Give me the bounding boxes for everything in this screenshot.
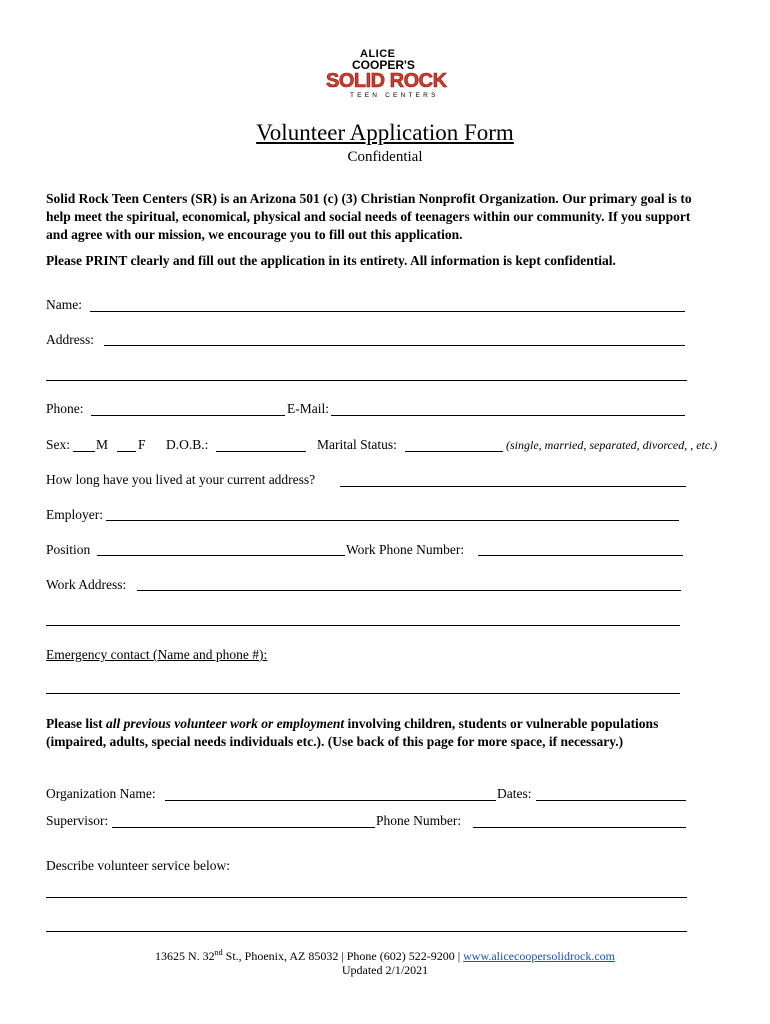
dob-label: D.O.B.: [166, 437, 209, 452]
how-long-field[interactable] [340, 486, 686, 487]
emergency-contact-field[interactable] [46, 693, 680, 694]
volunteer-prompt [46, 715, 706, 751]
email-field[interactable] [331, 415, 685, 416]
sex-male-label: M [96, 437, 109, 452]
logo-solid-rock: SOLID ROCK [326, 70, 447, 92]
instructions-paragraph: Please PRINT clearly and fill out the application in its entirety. All information is kept confidential. [46, 253, 616, 268]
sex-female-field[interactable] [117, 451, 136, 452]
logo-alice: ALICE [360, 48, 396, 60]
organization-name-label: Organization Name: [46, 786, 156, 801]
supervisor-phone-field[interactable] [473, 827, 686, 828]
work-address-field[interactable] [137, 590, 681, 591]
describe-service-field-line1[interactable] [46, 897, 687, 898]
dob-field[interactable] [216, 451, 306, 452]
work-phone-field[interactable] [478, 555, 683, 556]
page-subtitle: Confidential [347, 149, 423, 165]
employer-label: Employer: [46, 507, 103, 522]
marital-status-field[interactable] [405, 451, 503, 452]
address-field-line2[interactable] [46, 380, 687, 381]
marital-status-hint: (single, married, separated, divorced, , etc.) [506, 438, 718, 452]
footer-website-link[interactable]: www.alicecoopersolidrock.com [463, 949, 615, 963]
volunteer-prompt-pre: Please list [46, 716, 106, 731]
email-label: E-Mail: [287, 401, 329, 416]
sex-female-label: F [138, 437, 146, 452]
page-title: Volunteer Application Form [256, 120, 514, 145]
footer-address-sup: nd [214, 948, 223, 957]
footer-updated: Updated 2/1/2021 [341, 963, 429, 977]
marital-status-label: Marital Status: [317, 437, 397, 452]
dates-field[interactable] [536, 800, 686, 801]
intro-paragraph: Solid Rock Teen Centers (SR) is an Arizona 501 (c) (3) Christian Nonprofit Organization. Our primary goal is to help meet the spiritual, economical, physical and social needs of teenagers within our community. If you support and agree with our mission, we encourage you to fill out this application. [46, 191, 692, 242]
phone-field[interactable] [91, 415, 285, 416]
address-label: Address: [46, 332, 94, 347]
logo-teen-centers: TEEN CENTERS [350, 92, 439, 99]
footer-address-pre: 13625 N. 32 [155, 949, 215, 963]
name-label: Name: [46, 297, 82, 312]
work-phone-label: Work Phone Number: [346, 542, 465, 557]
supervisor-label: Supervisor: [46, 813, 109, 828]
sex-label: Sex: [46, 437, 71, 452]
logo-cooper: COOPER'S [352, 58, 415, 72]
work-address-field-line2[interactable] [46, 625, 680, 626]
sex-male-field[interactable] [73, 451, 95, 452]
position-field[interactable] [97, 555, 345, 556]
volunteer-prompt-emphasis: all previous volunteer work or employment [106, 716, 345, 731]
how-long-label: How long have you lived at your current address? [46, 472, 316, 487]
dates-label: Dates: [497, 786, 532, 801]
organization-name-field[interactable] [165, 800, 496, 801]
phone-label: Phone: [46, 401, 84, 416]
footer-address-post: St., Phoenix, AZ 85032 | Phone (602) 522-9200 | [222, 949, 464, 963]
position-label: Position [46, 542, 91, 557]
address-field[interactable] [104, 345, 685, 346]
employer-field[interactable] [106, 520, 679, 521]
supervisor-phone-label: Phone Number: [376, 813, 462, 828]
work-address-label: Work Address: [46, 577, 127, 592]
name-field[interactable] [90, 311, 685, 312]
volunteer-prompt-post: involving children, students or vulnerable populations (impaired, adults, special needs individuals etc.). (Use back of this page for more space, if necessary.) [46, 716, 659, 749]
describe-service-field-line2[interactable] [46, 931, 687, 932]
footer-address [0, 948, 770, 964]
emergency-contact-label: Emergency contact (Name and phone #): [46, 647, 268, 662]
describe-service-label: Describe volunteer service below: [46, 858, 231, 873]
supervisor-field[interactable] [112, 827, 375, 828]
